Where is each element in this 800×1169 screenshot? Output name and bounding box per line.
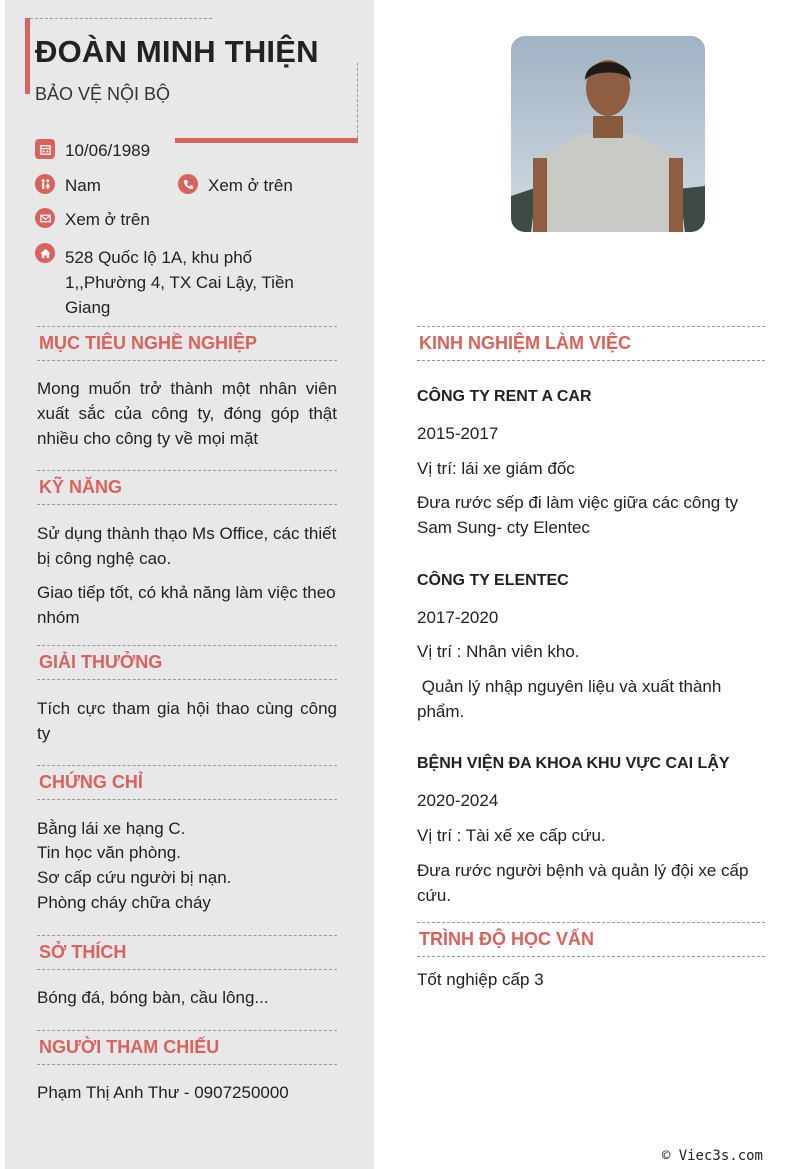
job-position: Vị trí: lái xe giám đốc: [417, 459, 575, 478]
phone: Xem ở trên: [208, 176, 293, 195]
awards-text: Tích cực tham gia hội thao cùng công ty: [37, 699, 337, 743]
address: 528 Quốc lộ 1A, khu phố 1,,Phường 4, TX Cai Lậy, Tiền Giang: [65, 248, 294, 317]
email: Xem ở trên: [65, 210, 150, 229]
job-position: Vị trí : Nhân viên kho.: [417, 642, 580, 661]
hobbies-heading: SỞ THÍCH: [37, 935, 337, 970]
profile-photo: [511, 36, 705, 232]
gender-icon: [35, 174, 55, 194]
job-company: CÔNG TY ELENTEC: [417, 572, 569, 589]
envelope-icon: [35, 208, 55, 228]
name-accent-bar: [25, 18, 30, 94]
certificates-heading: CHỨNG CHỈ: [37, 765, 337, 800]
footer-credit: © Viec3s.com: [661, 1148, 763, 1164]
birthdate: 10/06/1989: [65, 141, 151, 160]
objective-heading: MỤC TIÊU NGHỀ NGHIỆP: [37, 326, 337, 361]
job-company: CÔNG TY RENT A CAR: [417, 388, 592, 405]
job-period: 2015-2017: [417, 424, 499, 443]
gender: Nam: [65, 176, 101, 195]
skill-item: Giao tiếp tốt, có khả năng làm việc theo nhóm: [37, 583, 336, 627]
certificate-item: Bằng lái xe hạng C.: [37, 819, 186, 838]
awards-heading: GIẢI THƯỞNG: [37, 645, 337, 680]
references-heading: NGƯỜI THAM CHIẾU: [37, 1030, 337, 1065]
job-period: 2020-2024: [417, 791, 499, 810]
job-description: Quản lý nhập nguyên liệu và xuất thành phẩm.: [417, 677, 727, 721]
education-text: Tốt nghiệp cấp 3: [417, 970, 544, 989]
candidate-name: ĐOÀN MINH THIỆN: [35, 34, 319, 69]
calendar-icon: [35, 139, 55, 159]
skill-item: Sử dụng thành thạo Ms Office, các thiết bị công nghệ cao.: [37, 524, 337, 568]
candidate-title: BẢO VỆ NỘI BỘ: [35, 84, 171, 104]
phone-icon: [178, 174, 198, 194]
education-heading: TRÌNH ĐỘ HỌC VẤN: [417, 922, 765, 957]
references-text: Phạm Thị Anh Thư - 0907250000: [37, 1083, 289, 1102]
job-position: Vị trí : Tài xế xe cấp cứu.: [417, 826, 606, 845]
name-right-divider: [357, 63, 358, 138]
home-icon: [35, 243, 55, 263]
hobbies-text: Bóng đá, bóng bàn, cầu lông...: [37, 988, 269, 1007]
experience-heading: KINH NGHIỆM LÀM VIỆC: [417, 326, 765, 361]
job-description: Đưa rước người bệnh và quản lý đội xe cấp cứu.: [417, 861, 749, 905]
job-description: Đưa rước sếp đi làm việc giữa các công ty Sam Sung- cty Elentec: [417, 493, 739, 537]
certificate-item: Tin học văn phòng.: [37, 843, 181, 862]
objective-text: Mong muốn trở thành một nhân viên xuất sắc của công ty, đóng góp thật nhiều cho công ty về mọi mặt: [37, 379, 337, 448]
name-bottom-accent: [175, 138, 358, 143]
job-company: BỆNH VIỆN ĐA KHOA KHU VỰC CAI LẬY: [417, 755, 730, 772]
job-period: 2017-2020: [417, 608, 499, 627]
name-block: [25, 18, 358, 140]
skills-heading: KỸ NĂNG: [37, 470, 337, 505]
name-top-divider: [30, 18, 212, 19]
certificate-item: Phòng cháy chữa cháy: [37, 893, 211, 912]
certificate-item: Sơ cấp cứu người bị nạn.: [37, 868, 232, 887]
